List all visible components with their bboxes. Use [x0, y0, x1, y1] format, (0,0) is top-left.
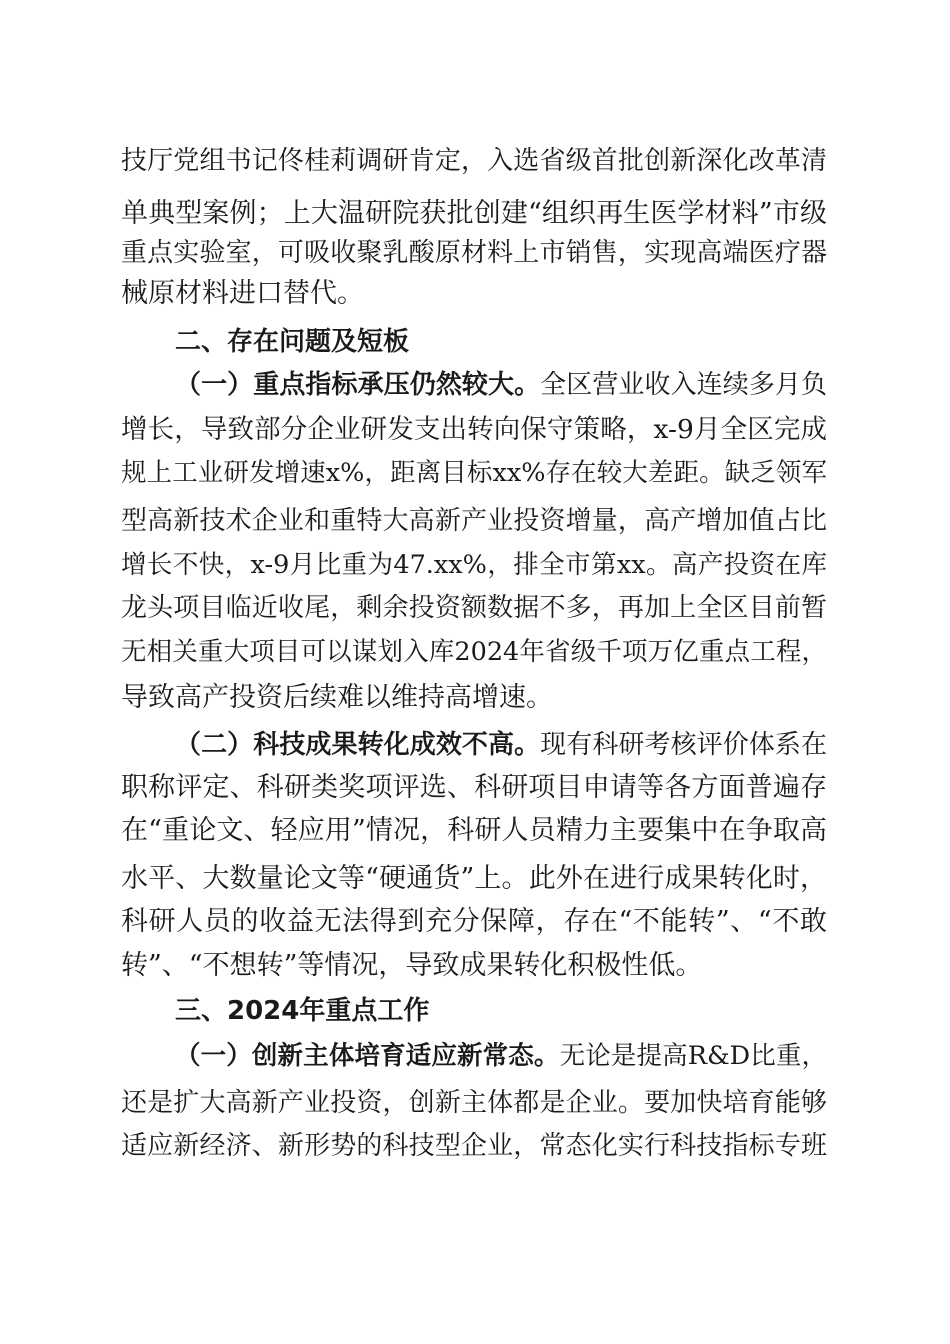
intro-line-4: 械原材料进口替代。 [121, 278, 364, 309]
s3-item1-first-line [175, 1031, 827, 1081]
intro-line-3: 重点实验室，可吸收聚乳酸原材料上市销售，实现高端医疗器 [121, 238, 827, 268]
s2-item2-line-3: 水平、大数量论文等“硬通货”上。此外在进行成果转化时， [121, 863, 827, 894]
section-three-heading: 三、2024年重点工作 [175, 996, 430, 1026]
s2-item2-line-5: 转”、“不想转”等情况，导致成果转化积极性低。 [121, 950, 703, 981]
s2-item1-line-7: 导致高产投资后续难以维持高增速。 [121, 682, 553, 713]
s2-item1-first-line [175, 360, 827, 410]
s3-item1-line-2: 适应新经济、新形势的科技型企业，常态化实行科技指标专班 [121, 1131, 827, 1161]
s2-item2-line-2: 在“重论文、轻应用”情况，科研人员精力主要集中在争取高 [121, 815, 827, 846]
s2-item1-line-5: 龙头项目临近收尾，剩余投资额数据不多，再加上全区目前暂 [121, 593, 827, 623]
s2-item2-line-4: 科研人员的收益无法得到充分保障，存在“不能转”、“不敢 [121, 906, 827, 937]
s3-item1-lead: （一）创新主体培育适应新常态。 [175, 1041, 560, 1071]
s3-item1-first-rest: 无论是提高R&D比重， [559, 1041, 827, 1071]
s2-item1-line-2: 规上工业研发增速x%，距离目标xx%存在较大差距。缺乏领军 [121, 458, 827, 488]
intro-line-2: 单典型案例；上大温研院获批创建“组织再生医学材料”市级 [121, 198, 827, 229]
s2-item1-line-4: 增长不快，x-9月比重为47.xx%，排全市第xx。高产投资在库 [121, 550, 827, 580]
s2-item1-lead: （一）重点指标承压仍然较大。 [175, 370, 541, 400]
s2-item1-line-3: 型高新技术企业和重特大高新产业投资增量，高产增加值占比 [121, 506, 827, 536]
s2-item1-first-rest: 全区营业收入连续多月负 [540, 370, 827, 400]
s2-item2-line-1: 职称评定、科研类奖项评选、科研项目申请等各方面普遍存 [121, 772, 827, 803]
s3-item1-line-1: 还是扩大高新产业投资，创新主体都是企业。要加快培育能够 [121, 1088, 827, 1118]
s2-item2-first-rest: 现有科研考核评价体系在 [540, 730, 827, 760]
intro-line-1: 技厅党组书记佟桂莉调研肯定，入选省级首批创新深化改革清 [121, 146, 827, 176]
section-two-heading: 二、存在问题及短板 [175, 327, 410, 357]
s2-item1-line-1: 增长，导致部分企业研发支出转向保守策略，x-9月全区完成 [121, 414, 827, 445]
s2-item2-lead: （二）科技成果转化成效不高。 [175, 730, 541, 760]
s2-item1-line-6: 无相关重大项目可以谋划入库2024年省级千项万亿重点工程， [121, 637, 827, 667]
